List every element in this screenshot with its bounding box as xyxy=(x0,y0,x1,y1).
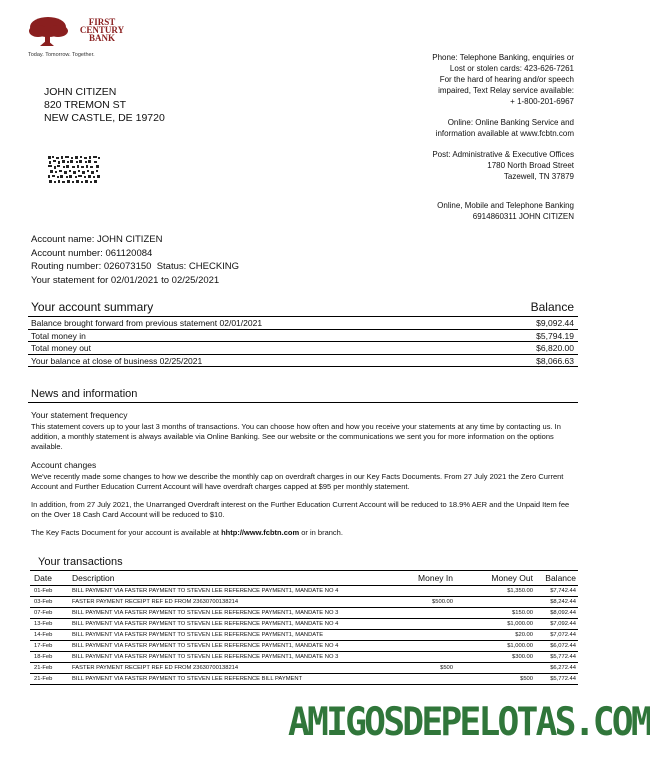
tx-money-out: $20.00 xyxy=(515,632,533,638)
col-in-header: Money In xyxy=(418,573,453,583)
tx-balance: $7,742.44 xyxy=(550,588,576,594)
summary-row xyxy=(28,317,578,330)
customer-name: JOHN CITIZEN xyxy=(44,86,117,98)
bank-name-line1: FIRST xyxy=(88,17,116,27)
col-desc-header: Description xyxy=(72,573,115,583)
tx-date: 01-Feb xyxy=(34,588,53,594)
bank-logo xyxy=(28,14,138,60)
tx-money-out: $500 xyxy=(520,676,533,682)
summary-row xyxy=(28,342,578,355)
summary-header xyxy=(28,300,578,317)
bank-name-line3: BANK xyxy=(88,33,115,43)
tx-balance: $5,772.44 xyxy=(550,654,576,660)
transactions-title: Your transactions xyxy=(38,556,123,568)
summary-value: $9,092.44 xyxy=(536,318,574,328)
postal-barcode-icon xyxy=(48,156,100,184)
news-title: News and information xyxy=(31,388,138,400)
tx-date: 17-Feb xyxy=(34,643,53,649)
tx-money-out: $300.00 xyxy=(512,654,533,660)
bank-tagline: Today. Tomorrow. Together. xyxy=(28,52,95,58)
frequency-title: Your statement frequency xyxy=(31,410,128,420)
summary-row xyxy=(28,330,578,343)
tx-money-in xyxy=(395,675,453,683)
summary-value: $8,066.63 xyxy=(536,355,574,366)
table-row xyxy=(30,652,578,663)
tx-balance: $7,092.44 xyxy=(550,621,576,627)
changes-title: Account changes xyxy=(31,460,97,470)
tx-date: 18-Feb xyxy=(34,654,53,660)
table-row xyxy=(30,630,578,641)
customer-address xyxy=(44,86,165,125)
summary-value: $5,794.19 xyxy=(536,330,574,341)
tx-balance: $7,072.44 xyxy=(550,632,576,638)
tx-balance: $8,092.44 xyxy=(550,610,576,616)
tx-money-out: $1,000.00 xyxy=(507,621,533,627)
tx-money-out: $1,000.00 xyxy=(507,643,533,649)
phone-info xyxy=(314,52,574,107)
tx-money-out: $1,350.00 xyxy=(507,588,533,594)
tx-money-out xyxy=(453,598,533,606)
news-divider xyxy=(28,402,578,403)
bank-name-line2: CENTURY xyxy=(79,25,125,35)
phone-line-5: + 1-800-201-6967 xyxy=(510,97,574,106)
col-date-header: Date xyxy=(34,573,52,583)
tx-description: BILL PAYMENT VIA FASTER PAYMENT TO STEVEN LEE REFERENCE PAYMENT1, MANDATE NO 4 xyxy=(72,621,339,627)
customer-street: 820 TREMON ST xyxy=(44,99,127,111)
tx-description: BILL PAYMENT VIA FASTER PAYMENT TO STEVEN LEE REFERENCE PAYMENT1, MANDATE NO 4 xyxy=(72,643,339,649)
key-facts-link[interactable]: hhtp://www.fcbtn.com xyxy=(221,528,300,537)
transactions-body xyxy=(30,586,578,685)
statement-period: Your statement for 02/01/2021 to 02/25/2021 xyxy=(31,274,220,286)
customer-city: NEW CASTLE, DE 19720 xyxy=(44,112,165,124)
tx-date: 21-Feb xyxy=(34,676,53,682)
tx-date: 14-Feb xyxy=(34,632,53,638)
tx-date: 13-Feb xyxy=(34,621,53,627)
tx-description: BILL PAYMENT VIA FASTER PAYMENT TO STEVEN LEE REFERENCE PAYMENT1, MANDATE NO 3 xyxy=(72,610,339,616)
routing-number: Routing number: 026073150 Status: CHECKING xyxy=(31,261,240,272)
omt-banking-info xyxy=(314,200,574,222)
phone-line-4: impaired, Text Relay service available: xyxy=(438,86,574,95)
contact-info xyxy=(314,52,574,222)
post-line-3: Tazewell, TN 37879 xyxy=(503,172,574,181)
tx-description: BILL PAYMENT VIA FASTER PAYMENT TO STEVEN LEE REFERENCE PAYMENT1, MANDATE NO 3 xyxy=(72,654,339,660)
watermark-text: AMIGOSDEPELOTAS.COM xyxy=(288,700,650,745)
account-number: Account number: 061120084 xyxy=(31,247,153,259)
tx-date: 03-Feb xyxy=(34,599,53,605)
key-facts-text xyxy=(31,528,576,538)
tx-date: 07-Feb xyxy=(34,610,53,616)
phone-line-1: Phone: Telephone Banking, enquiries or xyxy=(432,53,574,62)
phone-line-2: Lost or stolen cards: 423-626-7261 xyxy=(449,64,574,73)
summary-balance-header: Balance xyxy=(530,300,574,314)
omt-line-1: Online, Mobile and Telephone Banking xyxy=(437,201,574,210)
omt-line-2: 6914860311 JOHN CITIZEN xyxy=(472,212,574,221)
post-line-2: 1780 North Broad Street xyxy=(487,161,574,170)
col-bal-header: Balance xyxy=(545,573,576,583)
tx-money-in xyxy=(395,631,453,639)
col-out-header: Money Out xyxy=(491,573,533,583)
account-name: Account name: JOHN CITIZEN xyxy=(31,234,163,245)
account-details xyxy=(31,233,239,287)
tx-money-in: $500.00 xyxy=(432,599,453,605)
changes-text-1: We've recently made some changes to how we describe the monthly cap on overdraft charges in our Key Facts Documents. From 27 July 2021 the Zero Current Account and Further Education Current Account will have overdraft charges capped at $95 per monthly statement. xyxy=(31,472,564,491)
tx-balance: $6,272.44 xyxy=(550,665,576,671)
bank-name xyxy=(72,18,132,42)
tx-description: BILL PAYMENT VIA FASTER PAYMENT TO STEVEN LEE REFERENCE PAYMENT1, MANDATE xyxy=(72,632,324,638)
tx-description: FASTER PAYMENT RECEIPT REF ED FROM 23630700138214 xyxy=(72,665,239,671)
online-info xyxy=(314,117,574,139)
post-line-1: Post: Administrative & Executive Offices xyxy=(432,150,574,159)
summary-label: Your balance at close of business 02/25/2021 xyxy=(31,355,203,366)
table-row xyxy=(30,663,578,674)
tree-logo-icon xyxy=(28,14,72,50)
key-facts-post: or in branch. xyxy=(299,528,343,537)
tx-balance: $6,072.44 xyxy=(550,643,576,649)
tx-money-in xyxy=(395,587,453,595)
table-row xyxy=(30,586,578,597)
summary-label: Balance brought forward from previous statement 02/01/2021 xyxy=(31,318,263,328)
frequency-text: This statement covers up to your last 3 months of transactions. You can choose how often and how you receive your statements at any time by contacting us. In addition, a monthly statement is always available via Online Banking. See our website or the communications we sent you for more information on the options available. xyxy=(31,422,561,451)
news-section xyxy=(31,410,576,546)
tx-money-out: $150.00 xyxy=(512,610,533,616)
tx-balance: $5,772.44 xyxy=(550,676,576,682)
table-row xyxy=(30,641,578,652)
account-summary xyxy=(28,300,578,367)
tx-money-in xyxy=(395,642,453,650)
table-row xyxy=(30,674,578,685)
tx-money-out xyxy=(453,664,533,672)
table-row xyxy=(30,619,578,630)
summary-label: Total money out xyxy=(31,343,92,353)
phone-line-3: For the hard of hearing and/or speech xyxy=(439,75,574,84)
tx-description: BILL PAYMENT VIA FASTER PAYMENT TO STEVEN LEE REFERENCE PAYMENT1, MANDATE NO 4 xyxy=(72,588,339,594)
key-facts-pre: The Key Facts Document for your account is available at xyxy=(31,528,222,537)
tx-balance: $8,242.44 xyxy=(550,599,576,605)
tx-money-in xyxy=(395,653,453,661)
table-row xyxy=(30,597,578,608)
transactions-table xyxy=(30,570,578,685)
tx-description: FASTER PAYMENT RECEIPT REF ED FROM 23630700138214 xyxy=(72,599,239,605)
post-info xyxy=(314,149,574,182)
tx-money-in: $500 xyxy=(440,665,453,671)
changes-text-2: In addition, from 27 July 2021, the Unarranged Overdraft interest on the Further Education Current Account will be reduced to 18.9% AER and the Unpaid Item fee on the Over 18 Cash Card Account will be reduced to $10. xyxy=(31,500,570,519)
online-line-1: Online: Online Banking Service and xyxy=(447,118,574,127)
summary-title: Your account summary xyxy=(31,300,154,314)
tx-date: 21-Feb xyxy=(34,665,53,671)
summary-value: $6,820.00 xyxy=(536,343,574,353)
tx-description: BILL PAYMENT VIA FASTER PAYMENT TO STEVEN LEE REFERENCE BILL PAYMENT xyxy=(72,676,303,682)
table-row xyxy=(30,608,578,619)
tx-money-in xyxy=(395,620,453,628)
transactions-header xyxy=(30,570,578,586)
summary-label: Total money in xyxy=(31,330,86,341)
online-line-2: information available at www.fcbtn.com xyxy=(435,129,574,138)
summary-row xyxy=(28,355,578,368)
tx-money-in xyxy=(395,609,453,617)
